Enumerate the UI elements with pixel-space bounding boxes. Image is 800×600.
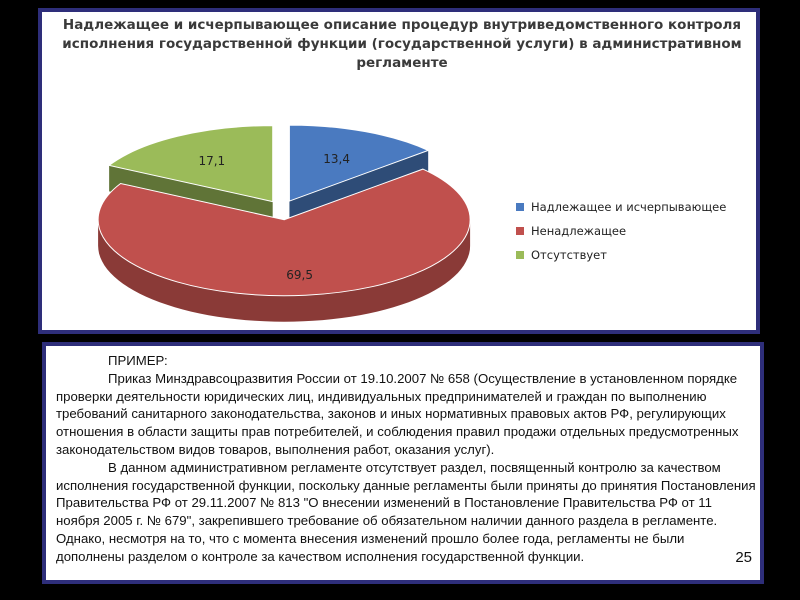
legend-swatch-icon [516,203,524,211]
legend-label: Ненадлежащее [531,224,627,238]
chart-title: Надлежащее и исчерпывающее описание процедур внутриведомственного контроля исполнения государственной функции (государственной услуги) в административном регламенте [62,17,742,71]
legend-item [516,219,726,243]
legend-label: Надлежащее и исчерпывающее [531,200,727,214]
example-heading: ПРИМЕР: [108,353,168,368]
text-body [56,352,756,566]
paragraph-order: Приказ Минздравсоцразвития России от 19.10.2007 № 658 (Осуществление в установленном порядке проверки деятельности юридических лиц, индивидуальных предпринимателей и граждан по выполнению требований санитарного законодательства, законов и иных нормативных правовых актов РФ, регулирующих отношения в области защиты прав потребителей, и соблюдения правил продажи отдельных предусмотренных законодательством видов товаров, выполнения работ, оказания услуг). [56,370,739,457]
legend-item [516,195,726,219]
text-panel [42,342,764,584]
chart-legend [516,195,726,267]
page-number: 25 [735,549,752,566]
data-label: 69,5 [286,268,313,283]
legend-label: Отсутствует [531,248,607,262]
legend-swatch-icon [516,251,524,259]
legend-item [516,243,726,267]
paragraph-analysis: В данном административном регламенте отсутствует раздел, посвященный контролю за качеством исполнения государственной функции, поскольку данные регламенты были приняты до принятия Постановления Правительства РФ от 29.11.2007 № 813 "О внесении изменений в Постановление Правительства РФ от 11 ноября 2005 г. № 679", закрепившего требование об обязательном наличии данного раздела в регламенте. Однако, несмотря на то, что с момента внесения изменений прошло более года, регламенты не были дополнены разделом о контроле за качеством исполнения государственной функции. [56,459,756,564]
data-label: 17,1 [198,153,226,168]
data-label: 13,4 [323,152,350,166]
chart-panel [38,8,760,334]
legend-swatch-icon [516,227,524,235]
